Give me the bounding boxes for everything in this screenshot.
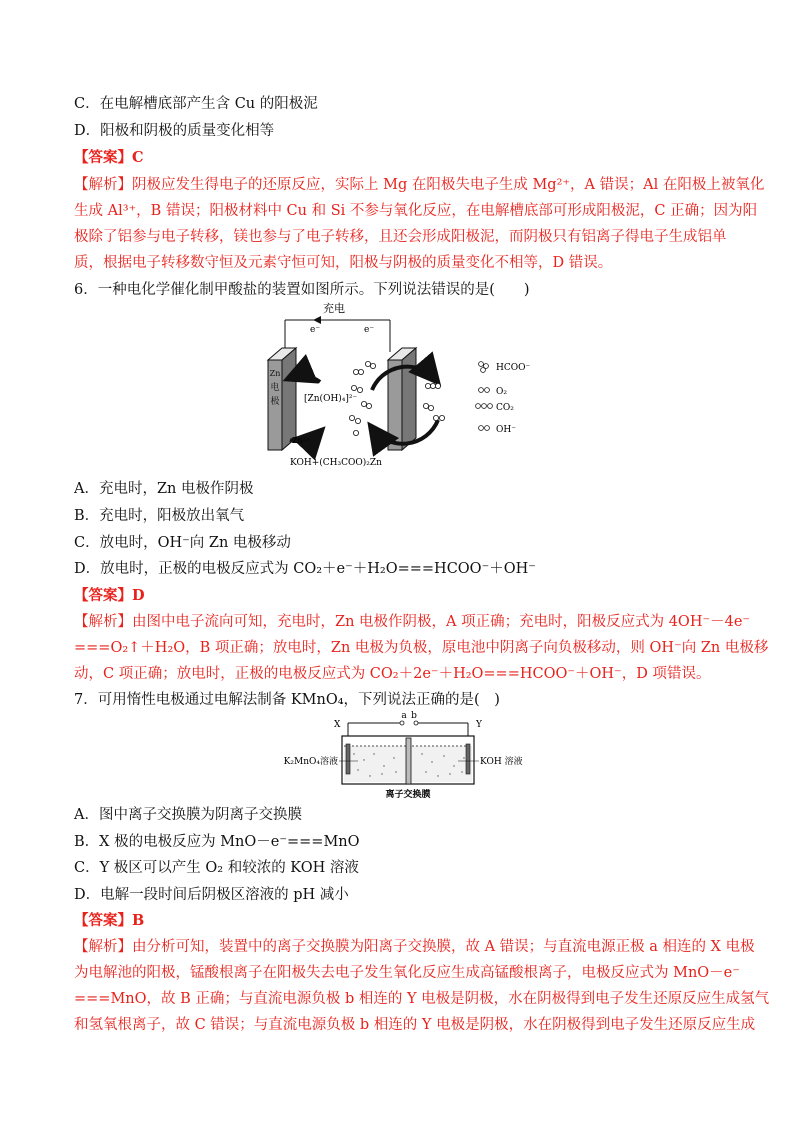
q7-option-d: D．电解一段时间后阴极区溶液的 pH 减小 (74, 887, 349, 903)
q6-answer: 【答案】D (74, 587, 145, 604)
electrode-y (466, 744, 470, 774)
q7-figure (283, 708, 523, 800)
q7-analysis-line: 为电解池的阳极，锰酸根离子在阳极失去电子发生氧化反应生成高锰酸根离子，电极反应式为 MnO－e⁻ (74, 965, 740, 981)
zincate-label: [Zn(OH)₄]²⁻ (304, 394, 358, 404)
electrode-x-label: X (334, 720, 341, 730)
electron-label-left: e⁻ (310, 325, 321, 335)
q5-analysis-line: 生成 Al³⁺，B 错误；阳极材料中 Cu 和 Si 不参与氧化反应，在电解槽底部可形成阳极泥，C 正确；因为阳 (74, 203, 758, 219)
q6-option-c: C．放电时，OH⁻向 Zn 电极移动 (74, 535, 291, 551)
legend-label-hcoo: HCOO⁻ (496, 363, 531, 373)
q6-analysis-line: 【解析】由图中电子流向可知，充电时，Zn 电极作阴极，A 项正确；充电时，阳极反应式为 4OH⁻－4e⁻ (74, 614, 751, 630)
q7-analysis-line: 和氢氧根离子，故 C 错误；与直流电源负极 b 相连的 Y 电极是阴极，水在阴极得到电子发生还原反应生成 (74, 1017, 756, 1033)
q6-figure (260, 300, 550, 470)
electrolyte-label: KOH+(CH₃COO)₂Zn (290, 458, 382, 468)
q5-answer: 【答案】C (74, 149, 144, 166)
q7-analysis-line: 【解析】由分析可知，装置中的离子交换膜为阳离子交换膜，故 A 错误；与直流电源正极 a 相连的 X 电极 (74, 939, 755, 955)
q5-analysis-line: 质，根据电子转移数守恒及元素守恒可知，阳极与阴极的质量变化不相等，D 错误。 (74, 255, 613, 271)
q5-option-c: C．在电解槽底部产生含 Cu 的阳极泥 (74, 96, 318, 112)
zn-electrode-label: 极 (270, 397, 280, 407)
right-solution-label: KOH 溶液 (480, 757, 523, 767)
left-solution-label: K₂MnO₄溶液 (283, 757, 338, 767)
electrode-y-label: Y (476, 720, 482, 730)
legend-label-oh: OH⁻ (496, 425, 516, 435)
electrode-x (346, 744, 350, 774)
q5-analysis-line: 极除了铝参与电子转移，镁也参与了电子转移，且还会形成阳极泥，而阴极只有铝离子得电子生成铝单 (74, 229, 727, 245)
q7-option-b: B．X 极的电极反应为 MnO－e⁻===MnO (74, 834, 360, 850)
q7-stem: 7．可用惰性电极通过电解法制备 KMnO₄，下列说法正确的是( ) (74, 692, 500, 708)
legend (476, 362, 493, 431)
q7-option-c: C．Y 极区可以产生 O₂ 和较浓的 KOH 溶液 (74, 860, 359, 876)
q6-analysis-line: 动，C 项正确；放电时，正极的电极反应式为 CO₂＋2e⁻＋H₂O===HCOO⁻＋OH⁻，D 项错误。 (74, 666, 711, 682)
charge-label: 充电 (323, 302, 345, 315)
q7-option-a: A．图中离子交换膜为阴离子交换膜 (74, 807, 302, 823)
q7-analysis-line: ===MnO，故 B 正确；与直流电源负极 b 相连的 Y 电极是阴极，水在阴极得到电子发生还原反应生成氢气 (74, 991, 770, 1007)
q5-option-d: D．阳极和阴极的质量变化相等 (74, 123, 275, 139)
q6-analysis-line: ===O₂↑＋H₂O，B 项正确；放电时，Zn 电极为负极，原电池中阴离子向负极移动，则 OH⁻向 Zn 电极移 (74, 640, 769, 656)
membrane-label: 离子交换膜 (385, 790, 431, 800)
terminal-b: b (411, 711, 417, 721)
zn-ion-label: Zn²⁺ (292, 436, 311, 445)
legend-label-co2: CO₂ (496, 403, 514, 413)
molecule-cluster (423, 383, 444, 420)
q6-option-b: B．充电时，阳极放出氧气 (74, 508, 245, 524)
q5-analysis-line: 【解析】阴极应发生得电子的还原反应，实际上 Mg 在阳极失电子生成 Mg²⁺，A 错误；Al 在阳极上被氧化 (74, 177, 765, 193)
q6-option-a: A．充电时，Zn 电极作阴极 (74, 481, 254, 497)
q7-answer: 【答案】B (74, 912, 145, 929)
catalytic-electrode (388, 360, 402, 450)
q6-stem: 6．一种电化学催化制甲酸盐的装置如图所示。下列说法错误的是( ) (74, 282, 530, 298)
ion-exchange-membrane (406, 738, 411, 784)
zn-electrode-label: 电 (270, 383, 280, 393)
electron-label-right: e⁻ (364, 325, 375, 335)
terminal-a: a (401, 711, 407, 721)
zn-electrode-label: Zn (269, 369, 281, 378)
legend-label-o2: O₂ (496, 387, 507, 397)
q6-option-d: D．放电时，正极的电极反应式为 CO₂＋e⁻＋H₂O===HCOO⁻＋OH⁻ (74, 561, 536, 577)
